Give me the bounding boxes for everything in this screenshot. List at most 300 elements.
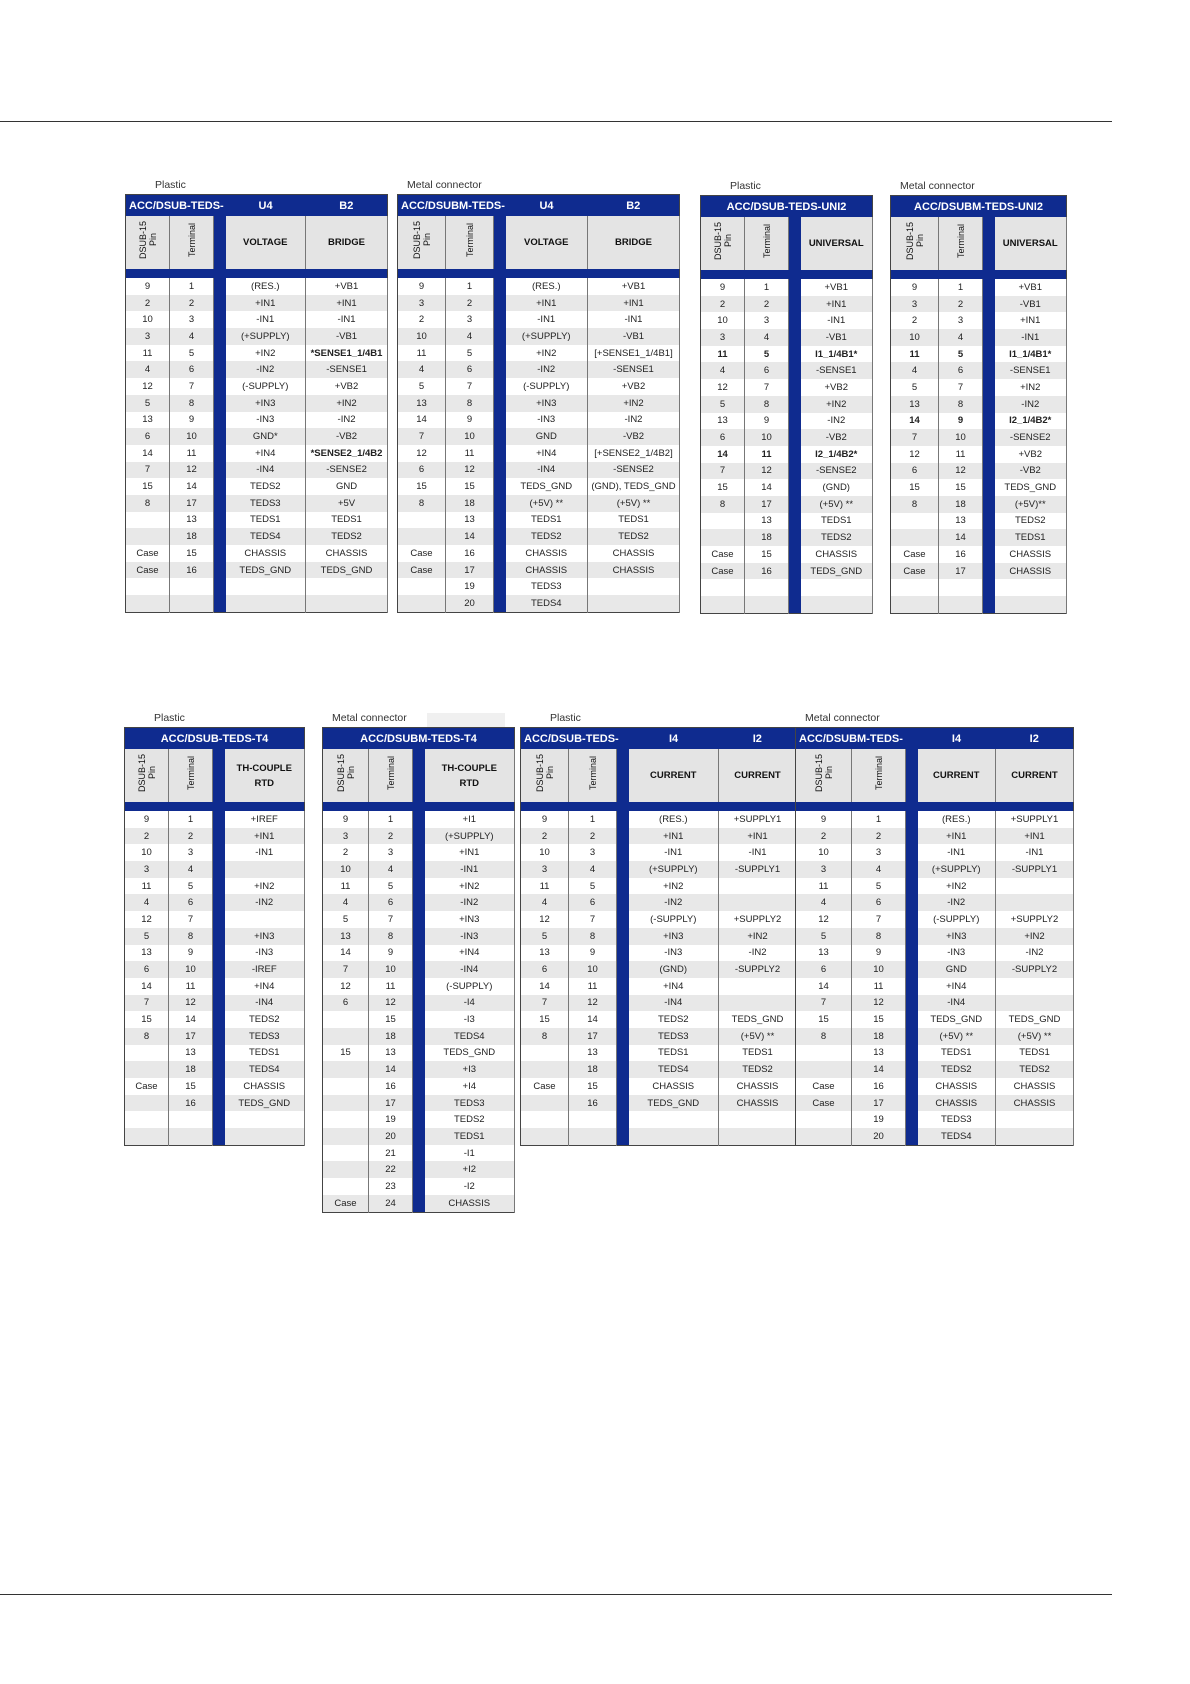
column-divider bbox=[213, 961, 225, 978]
table-row bbox=[891, 329, 1067, 346]
terminal-cell: 17 bbox=[745, 496, 789, 513]
terminal-cell: 5 bbox=[745, 346, 789, 363]
terminal-cell: 10 bbox=[170, 428, 214, 445]
pin-cell: 13 bbox=[796, 945, 852, 962]
table-row bbox=[796, 878, 1074, 895]
signal-cell: *SENSE2_1/4B2 bbox=[306, 445, 388, 462]
table-row bbox=[891, 496, 1067, 513]
column-divider bbox=[213, 1095, 225, 1112]
table-row bbox=[796, 1028, 1074, 1045]
pin-cell: 9 bbox=[323, 811, 369, 828]
pin-cell: Case bbox=[398, 545, 446, 562]
pin-cell: 11 bbox=[126, 345, 170, 362]
signal-cell: -IN2 bbox=[995, 396, 1067, 413]
table-row bbox=[891, 396, 1067, 413]
signal-cell: (RES.) bbox=[506, 278, 588, 295]
table-row bbox=[701, 596, 873, 613]
table-row bbox=[701, 446, 873, 463]
table-row bbox=[796, 1045, 1074, 1062]
table-row bbox=[398, 495, 680, 512]
terminal-cell: 11 bbox=[446, 445, 494, 462]
header-band bbox=[701, 270, 873, 279]
pin-cell bbox=[398, 595, 446, 612]
table-row bbox=[701, 513, 873, 530]
terminal-cell: 12 bbox=[939, 463, 983, 480]
table-row bbox=[891, 312, 1067, 329]
signal-cell: +IN3 bbox=[629, 928, 719, 945]
table-row bbox=[701, 463, 873, 480]
pinout-block bbox=[520, 712, 797, 1146]
pin-cell: 8 bbox=[126, 495, 170, 512]
terminal-cell: 15 bbox=[170, 545, 214, 562]
table-row bbox=[125, 978, 305, 995]
signal-cell: TEDS4 bbox=[225, 1061, 305, 1078]
signal-cell: -VB1 bbox=[588, 328, 680, 345]
signal-cell: TEDS3 bbox=[918, 1111, 996, 1128]
signal-cell: -SENSE2 bbox=[588, 462, 680, 479]
top-rule bbox=[0, 121, 1112, 122]
pin-cell: 6 bbox=[125, 961, 169, 978]
signal-cell: TEDS1 bbox=[801, 513, 873, 530]
signal-cell: I2_1/4B2* bbox=[801, 446, 873, 463]
terminal-cell: 9 bbox=[446, 412, 494, 429]
pin-cell: 11 bbox=[796, 878, 852, 895]
table-row bbox=[521, 811, 797, 828]
terminal-cell: 8 bbox=[170, 395, 214, 412]
column-divider bbox=[906, 894, 918, 911]
table-row bbox=[891, 529, 1067, 546]
signal-cell: (RES.) bbox=[226, 278, 306, 295]
pin-cell: 4 bbox=[891, 362, 939, 379]
table-row bbox=[796, 1011, 1074, 1028]
terminal-cell: 13 bbox=[170, 512, 214, 529]
signal-column-header: TH-COUPLE RTD bbox=[225, 749, 305, 802]
table-row bbox=[323, 878, 515, 895]
header-band bbox=[323, 802, 515, 811]
table-title-row bbox=[125, 728, 305, 750]
table-row bbox=[891, 346, 1067, 363]
terminal-cell: 16 bbox=[369, 1078, 413, 1095]
column-divider bbox=[789, 596, 801, 613]
column-divider bbox=[494, 528, 506, 545]
column-header-row bbox=[126, 216, 388, 269]
signal-column-header: CURRENT bbox=[719, 749, 797, 802]
terminal-cell: 2 bbox=[369, 828, 413, 845]
pin-cell bbox=[323, 1095, 369, 1112]
terminal-cell: 9 bbox=[745, 413, 789, 430]
table-row bbox=[323, 1161, 515, 1178]
column-divider bbox=[617, 1111, 629, 1128]
terminal-cell: 14 bbox=[170, 478, 214, 495]
column-divider bbox=[983, 529, 995, 546]
table-row bbox=[126, 562, 388, 579]
terminal-cell: 2 bbox=[852, 828, 906, 845]
column-divider bbox=[213, 749, 225, 802]
signal-cell bbox=[225, 861, 305, 878]
signal-cell: TEDS4 bbox=[629, 1061, 719, 1078]
signal-cell: +IN1 bbox=[629, 828, 719, 845]
table-row bbox=[125, 1045, 305, 1062]
signal-cell: TEDS3 bbox=[425, 1095, 515, 1112]
pin-cell: 8 bbox=[521, 1028, 569, 1045]
terminal-cell bbox=[569, 1128, 617, 1145]
pin-cell: 14 bbox=[521, 978, 569, 995]
terminal-cell: 8 bbox=[169, 928, 213, 945]
signal-cell bbox=[995, 579, 1067, 596]
column-divider bbox=[494, 395, 506, 412]
table-row bbox=[125, 861, 305, 878]
column-divider bbox=[906, 961, 918, 978]
terminal-cell: 4 bbox=[569, 861, 617, 878]
signal-cell: +IN2 bbox=[918, 878, 996, 895]
pin-cell: 3 bbox=[398, 295, 446, 312]
table-title: ACC/DSUB-TEDS-T4 bbox=[125, 728, 305, 750]
table-title: ACC/DSUBM-TEDS- bbox=[796, 728, 918, 750]
signal-cell: TEDS2 bbox=[306, 528, 388, 545]
pinout-block bbox=[795, 712, 1074, 1146]
terminal-cell: 16 bbox=[939, 546, 983, 563]
signal-cell: -IN1 bbox=[588, 311, 680, 328]
column-divider bbox=[906, 945, 918, 962]
signal-cell: +IN1 bbox=[918, 828, 996, 845]
signal-cell: -IN3 bbox=[629, 945, 719, 962]
pin-cell: 9 bbox=[701, 279, 745, 296]
signal-cell: -SUPPLY1 bbox=[996, 861, 1074, 878]
terminal-cell: 24 bbox=[369, 1195, 413, 1212]
column-divider bbox=[213, 1128, 225, 1145]
pin-cell: 4 bbox=[323, 894, 369, 911]
signal-cell bbox=[801, 579, 873, 596]
table-row bbox=[323, 1111, 515, 1128]
column-divider bbox=[413, 1095, 425, 1112]
signal-cell: -IN3 bbox=[226, 412, 306, 429]
terminal-cell: 11 bbox=[169, 978, 213, 995]
signal-cell: -SENSE2 bbox=[995, 429, 1067, 446]
column-divider bbox=[214, 328, 226, 345]
column-divider bbox=[494, 216, 506, 269]
pin-cell bbox=[701, 596, 745, 613]
pin-cell bbox=[126, 528, 170, 545]
table-row bbox=[701, 296, 873, 313]
signal-cell: (+SUPPLY) bbox=[506, 328, 588, 345]
table-row bbox=[398, 295, 680, 312]
signal-cell: +IN1 bbox=[801, 296, 873, 313]
table-row bbox=[521, 1028, 797, 1045]
terminal-cell: 15 bbox=[446, 478, 494, 495]
table-row bbox=[323, 1078, 515, 1095]
table-row bbox=[323, 1011, 515, 1028]
table-title: ACC/DSUB-TEDS- bbox=[126, 195, 226, 217]
column-divider bbox=[494, 512, 506, 529]
pin-cell: 7 bbox=[521, 995, 569, 1012]
terminal-column-header bbox=[169, 749, 213, 802]
column-divider bbox=[789, 413, 801, 430]
column-divider bbox=[983, 296, 995, 313]
pin-cell: 14 bbox=[701, 446, 745, 463]
signal-cell: +IN2 bbox=[425, 878, 515, 895]
column-divider bbox=[617, 749, 629, 802]
table-row bbox=[323, 1195, 515, 1212]
column-divider bbox=[213, 1111, 225, 1128]
pin-cell bbox=[398, 512, 446, 529]
column-divider bbox=[789, 479, 801, 496]
terminal-cell: 17 bbox=[169, 1028, 213, 1045]
signal-cell bbox=[588, 595, 680, 612]
column-divider bbox=[413, 1161, 425, 1178]
pin-cell: Case bbox=[398, 562, 446, 579]
signal-cell: -IN1 bbox=[629, 844, 719, 861]
pin-cell bbox=[323, 1161, 369, 1178]
signal-cell: I2_1/4B2* bbox=[995, 413, 1067, 430]
column-divider bbox=[494, 545, 506, 562]
pin-cell: 2 bbox=[125, 828, 169, 845]
signal-cell: TEDS4 bbox=[226, 528, 306, 545]
column-divider bbox=[413, 911, 425, 928]
terminal-cell: 7 bbox=[569, 911, 617, 928]
band-fill bbox=[521, 802, 797, 811]
column-divider bbox=[214, 412, 226, 429]
terminal-cell: 5 bbox=[170, 345, 214, 362]
pinout-block bbox=[397, 179, 680, 613]
terminal-cell: 2 bbox=[569, 828, 617, 845]
pin-cell: Case bbox=[323, 1195, 369, 1212]
column-divider bbox=[983, 479, 995, 496]
signal-cell: TEDS2 bbox=[225, 1011, 305, 1028]
table-row bbox=[126, 412, 388, 429]
column-divider bbox=[983, 546, 995, 563]
signal-cell bbox=[996, 1111, 1074, 1128]
signal-cell: +I3 bbox=[425, 1061, 515, 1078]
pin-cell: 5 bbox=[701, 396, 745, 413]
terminal-cell: 18 bbox=[745, 529, 789, 546]
column-header-row bbox=[323, 749, 515, 802]
column-divider bbox=[983, 396, 995, 413]
pinout-table bbox=[322, 727, 515, 1213]
signal-cell: TEDS1 bbox=[588, 512, 680, 529]
terminal-cell: 2 bbox=[446, 295, 494, 312]
table-row bbox=[323, 811, 515, 828]
signal-cell: (RES.) bbox=[918, 811, 996, 828]
pin-cell: 11 bbox=[521, 878, 569, 895]
pin-cell: 9 bbox=[796, 811, 852, 828]
signal-cell bbox=[719, 978, 797, 995]
signal-cell: CHASSIS bbox=[719, 1095, 797, 1112]
terminal-cell: 4 bbox=[369, 861, 413, 878]
table-row bbox=[323, 1128, 515, 1145]
pin-cell: 8 bbox=[796, 1028, 852, 1045]
terminal-cell: 1 bbox=[745, 279, 789, 296]
table-row bbox=[521, 1095, 797, 1112]
pin-cell: 6 bbox=[796, 961, 852, 978]
signal-cell: TEDS2 bbox=[918, 1061, 996, 1078]
table-row bbox=[125, 1095, 305, 1112]
column-divider bbox=[413, 1028, 425, 1045]
pin-cell: 12 bbox=[125, 911, 169, 928]
signal-cell: (+5V) ** bbox=[801, 496, 873, 513]
pin-column-header bbox=[125, 749, 169, 802]
table-row bbox=[891, 446, 1067, 463]
signal-cell: TEDS4 bbox=[506, 595, 588, 612]
signal-cell: [+SENSE2_1/4B2] bbox=[588, 445, 680, 462]
column-divider bbox=[789, 379, 801, 396]
terminal-cell: 8 bbox=[939, 396, 983, 413]
pin-cell: 15 bbox=[398, 478, 446, 495]
table-row bbox=[323, 894, 515, 911]
pin-cell: 15 bbox=[891, 479, 939, 496]
table-row bbox=[521, 928, 797, 945]
signal-cell: (+SUPPLY) bbox=[425, 828, 515, 845]
signal-cell: TEDS_GND bbox=[629, 1095, 719, 1112]
signal-cell: TEDS_GND bbox=[996, 1011, 1074, 1028]
table-row bbox=[125, 1078, 305, 1095]
pin-cell: 11 bbox=[891, 346, 939, 363]
pin-cell: 10 bbox=[701, 312, 745, 329]
column-divider bbox=[214, 562, 226, 579]
pin-cell: 3 bbox=[796, 861, 852, 878]
terminal-cell: 18 bbox=[446, 495, 494, 512]
pin-cell: 4 bbox=[796, 894, 852, 911]
column-divider bbox=[213, 995, 225, 1012]
column-divider bbox=[906, 995, 918, 1012]
pin-cell bbox=[701, 579, 745, 596]
signal-cell: TEDS1 bbox=[629, 1045, 719, 1062]
terminal-cell: 8 bbox=[569, 928, 617, 945]
terminal-cell: 22 bbox=[369, 1161, 413, 1178]
table-row bbox=[398, 361, 680, 378]
pin-cell: 4 bbox=[701, 362, 745, 379]
column-divider bbox=[494, 278, 506, 295]
column-divider bbox=[213, 1078, 225, 1095]
pin-cell: 2 bbox=[891, 312, 939, 329]
column-divider bbox=[494, 445, 506, 462]
bottom-rule bbox=[0, 1594, 1112, 1595]
table-title-row bbox=[701, 196, 873, 218]
signal-cell: TEDS2 bbox=[588, 528, 680, 545]
table-row bbox=[891, 513, 1067, 530]
terminal-cell: 12 bbox=[745, 463, 789, 480]
signal-column-header: BRIDGE bbox=[306, 216, 388, 269]
column-divider bbox=[413, 961, 425, 978]
signal-cell: CHASSIS bbox=[996, 1095, 1074, 1112]
signal-cell: +I4 bbox=[425, 1078, 515, 1095]
terminal-cell: 3 bbox=[852, 844, 906, 861]
column-divider bbox=[413, 978, 425, 995]
table-row bbox=[891, 579, 1067, 596]
variant-label: U4 bbox=[506, 195, 588, 217]
table-row bbox=[398, 278, 680, 295]
signal-cell: -IN2 bbox=[425, 894, 515, 911]
pin-column-header bbox=[521, 749, 569, 802]
variant-label: I4 bbox=[629, 728, 719, 750]
signal-cell: +IN2 bbox=[719, 928, 797, 945]
pin-cell: 15 bbox=[323, 1045, 369, 1062]
pin-cell: 6 bbox=[701, 429, 745, 446]
column-divider bbox=[789, 529, 801, 546]
pin-cell: 3 bbox=[701, 329, 745, 346]
table-caption: Plastic bbox=[730, 180, 761, 192]
table-title-row bbox=[126, 195, 388, 217]
signal-cell: -VB2 bbox=[588, 428, 680, 445]
column-divider bbox=[494, 311, 506, 328]
column-divider bbox=[617, 1095, 629, 1112]
pin-cell: 8 bbox=[125, 1028, 169, 1045]
terminal-cell: 20 bbox=[852, 1128, 906, 1145]
column-divider bbox=[413, 1178, 425, 1195]
pin-cell bbox=[125, 1045, 169, 1062]
signal-column-header: CURRENT bbox=[918, 749, 996, 802]
terminal-cell bbox=[569, 1111, 617, 1128]
terminal-cell: 6 bbox=[852, 894, 906, 911]
table-row bbox=[126, 328, 388, 345]
pin-cell: 2 bbox=[521, 828, 569, 845]
signal-cell: (GND), TEDS_GND bbox=[588, 478, 680, 495]
signal-cell: CHASSIS bbox=[306, 545, 388, 562]
signal-cell: -IN2 bbox=[719, 945, 797, 962]
table-row bbox=[323, 978, 515, 995]
terminal-cell: 12 bbox=[446, 462, 494, 479]
signal-cell: CHASSIS bbox=[629, 1078, 719, 1095]
terminal-cell: 14 bbox=[939, 529, 983, 546]
pin-cell: 11 bbox=[701, 346, 745, 363]
terminal-cell: 1 bbox=[939, 279, 983, 296]
signal-cell bbox=[719, 894, 797, 911]
column-divider bbox=[214, 445, 226, 462]
pin-column-header bbox=[323, 749, 369, 802]
table-row bbox=[796, 1061, 1074, 1078]
signal-cell: +IREF bbox=[225, 811, 305, 828]
pinout-table bbox=[520, 727, 797, 1146]
table-row bbox=[398, 412, 680, 429]
terminal-cell: 1 bbox=[852, 811, 906, 828]
terminal-cell: 11 bbox=[852, 978, 906, 995]
signal-cell: CHASSIS bbox=[506, 562, 588, 579]
column-divider bbox=[494, 378, 506, 395]
column-divider bbox=[214, 295, 226, 312]
table-title-row bbox=[323, 728, 515, 750]
terminal-cell: 9 bbox=[852, 945, 906, 962]
table-row bbox=[126, 495, 388, 512]
pin-cell: 14 bbox=[398, 412, 446, 429]
column-divider bbox=[983, 579, 995, 596]
terminal-cell: 16 bbox=[170, 562, 214, 579]
terminal-column-header bbox=[170, 216, 214, 269]
table-row bbox=[796, 1111, 1074, 1128]
signal-cell: CHASSIS bbox=[801, 546, 873, 563]
signal-cell: TEDS1 bbox=[995, 529, 1067, 546]
signal-cell bbox=[719, 878, 797, 895]
signal-cell: +I1 bbox=[425, 811, 515, 828]
terminal-cell bbox=[169, 1128, 213, 1145]
terminal-cell: 18 bbox=[170, 528, 214, 545]
column-divider bbox=[983, 413, 995, 430]
signal-cell bbox=[306, 578, 388, 595]
terminal-cell: 9 bbox=[569, 945, 617, 962]
signal-cell: TEDS_GND bbox=[506, 478, 588, 495]
column-divider bbox=[617, 1128, 629, 1145]
terminal-cell: 15 bbox=[745, 546, 789, 563]
signal-cell: +IN4 bbox=[506, 445, 588, 462]
terminal-cell: 6 bbox=[939, 362, 983, 379]
column-divider bbox=[983, 496, 995, 513]
pin-cell: 12 bbox=[323, 978, 369, 995]
signal-cell bbox=[225, 911, 305, 928]
signal-cell: TEDS4 bbox=[918, 1128, 996, 1145]
signal-cell: -VB1 bbox=[995, 296, 1067, 313]
pin-cell bbox=[521, 1061, 569, 1078]
signal-cell: -SUPPLY1 bbox=[719, 861, 797, 878]
terminal-cell: 4 bbox=[170, 328, 214, 345]
terminal-cell: 13 bbox=[569, 1045, 617, 1062]
